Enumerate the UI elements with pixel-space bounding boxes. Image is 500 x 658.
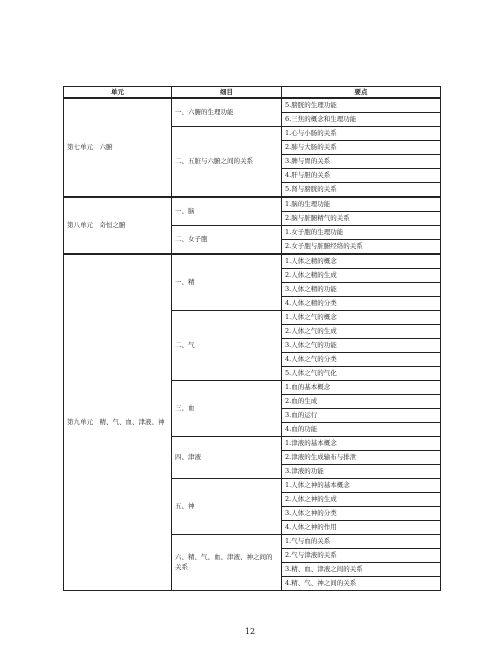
key-point-cell: 1.人体之神的基本概念 — [282, 479, 441, 493]
key-point-cell: 2.气与津液的关系 — [282, 549, 441, 563]
unit-cell: 第七单元 六腑 — [64, 98, 172, 197]
table-row — [64, 98, 441, 113]
topic-cell: 二、五脏与六腑之间的关系 — [172, 127, 282, 198]
key-point-cell: 2.脑与脏腑精气的关系 — [282, 212, 441, 226]
topic-cell: 一、脑 — [172, 197, 282, 226]
key-point-cell: 3.津液的功能 — [282, 465, 441, 479]
key-point-cell: 3.脾与胃的关系 — [282, 155, 441, 169]
key-point-cell: 5.肾与膀胱的关系 — [282, 183, 441, 198]
key-point-cell: 4.精、气、神之间的关系 — [282, 577, 441, 591]
topic-cell: 一、六腑的生理功能 — [172, 98, 282, 127]
unit-cell: 第九单元 精、气、血、津液、神 — [64, 254, 172, 591]
table-row — [64, 254, 441, 269]
key-point-cell: 4.人体之精的分类 — [282, 297, 441, 311]
key-point-cell: 3.血的运行 — [282, 409, 441, 423]
key-point-cell: 2.人体之气的生成 — [282, 325, 441, 339]
topic-cell: 一、精 — [172, 254, 282, 311]
header-key-points: 要点 — [282, 87, 441, 99]
key-point-cell: 5.膀胱的生理功能 — [282, 98, 441, 113]
topic-cell: 五、神 — [172, 479, 282, 535]
key-point-cell: 1.津液的基本概念 — [282, 437, 441, 451]
key-point-cell: 1.血的基本概念 — [282, 381, 441, 395]
table-body — [64, 98, 441, 591]
key-point-cell: 4.肝与胆的关系 — [282, 169, 441, 183]
topic-cell: 四、津液 — [172, 437, 282, 479]
table-header-row — [64, 87, 441, 99]
key-point-cell: 4.血的功能 — [282, 423, 441, 437]
key-point-cell: 2.人体之神的生成 — [282, 493, 441, 507]
key-point-cell: 2.津液的生成输布与排泄 — [282, 451, 441, 465]
key-point-cell: 2.血的生成 — [282, 395, 441, 409]
key-point-cell: 3.精、血、津液之间的关系 — [282, 563, 441, 577]
key-point-cell: 3.人体之气的功能 — [282, 339, 441, 353]
table-row — [64, 197, 441, 212]
key-point-cell: 3.人体之神的分类 — [282, 507, 441, 521]
topic-cell: 二、女子胞 — [172, 226, 282, 255]
key-point-cell: 6.三焦的概念和生理功能 — [282, 113, 441, 127]
topic-cell: 六、精、气、血、津液、神之间的关系 — [172, 535, 282, 591]
key-point-cell: 1.心与小肠的关系 — [282, 127, 441, 141]
unit-cell: 第八单元 奇恒之腑 — [64, 197, 172, 254]
header-topic: 细目 — [172, 87, 282, 99]
header-unit: 单元 — [64, 87, 172, 99]
topic-cell: 二、气 — [172, 311, 282, 381]
key-point-cell: 4.人体之气的分类 — [282, 353, 441, 367]
key-point-cell: 1.人体之气的概念 — [282, 311, 441, 325]
key-point-cell: 1.气与血的关系 — [282, 535, 441, 549]
key-point-cell: 1.人体之精的概念 — [282, 254, 441, 269]
key-point-cell: 3.人体之精的功能 — [282, 283, 441, 297]
key-point-cell: 2.女子胞与脏腑经络的关系 — [282, 240, 441, 255]
key-point-cell: 5.人体之气的气化 — [282, 367, 441, 381]
key-point-cell: 1.女子胞的生理功能 — [282, 226, 441, 240]
key-point-cell: 2.人体之精的生成 — [282, 269, 441, 283]
topic-cell: 三、血 — [172, 381, 282, 437]
key-point-cell: 1.脑的生理功能 — [282, 197, 441, 212]
syllabus-table — [63, 86, 441, 591]
key-point-cell: 2.肺与大肠的关系 — [282, 141, 441, 155]
page-number: 12 — [244, 627, 256, 636]
key-point-cell: 4.人体之神的作用 — [282, 521, 441, 535]
